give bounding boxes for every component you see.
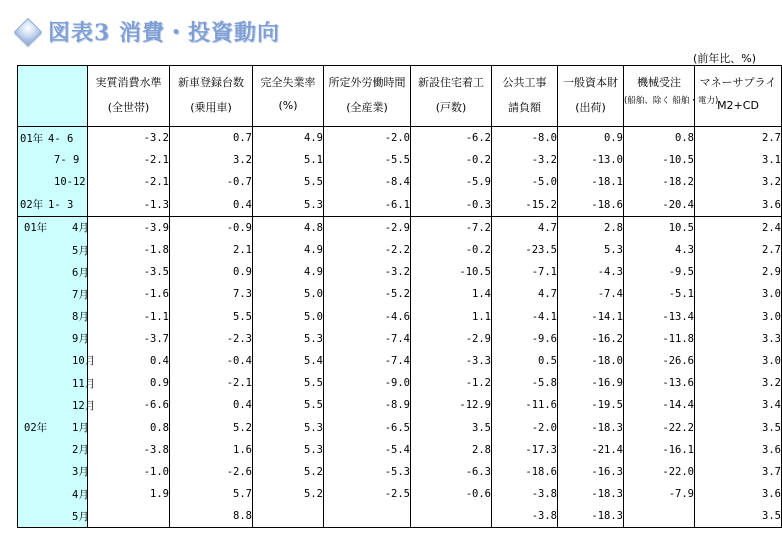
table-cell: -3.3 xyxy=(411,350,492,372)
table-cell: -3.2 xyxy=(88,127,170,150)
table-cell: -1.1 xyxy=(88,306,170,328)
row-label xyxy=(18,127,88,150)
table-cell: -3.2 xyxy=(492,149,558,171)
row-period: 12月 xyxy=(72,399,96,412)
table-cell: -0.7 xyxy=(170,171,253,193)
table-cell: -21.4 xyxy=(558,439,624,461)
table-cell xyxy=(624,505,695,528)
table-cell: -13.0 xyxy=(558,149,624,171)
row-year: 01年 xyxy=(20,132,44,145)
table-cell: -5.5 xyxy=(324,149,411,171)
table-cell: -4.1 xyxy=(492,306,558,328)
column-header-sublabel: (出荷) xyxy=(575,101,606,114)
table-cell xyxy=(411,505,492,528)
table-cell: -8.4 xyxy=(324,171,411,193)
table-cell: -0.2 xyxy=(411,149,492,171)
table-cell: -2.3 xyxy=(170,328,253,350)
table-row xyxy=(18,439,782,461)
table-cell: -0.6 xyxy=(411,483,492,505)
table-row xyxy=(18,149,782,171)
table-cell: -2.6 xyxy=(170,461,253,483)
column-header-sublabel: (全産業) xyxy=(346,101,388,114)
table-cell: 2.8 xyxy=(558,216,624,239)
table-cell: 0.4 xyxy=(88,350,170,372)
table-cell: 4.3 xyxy=(624,239,695,261)
header-corner xyxy=(18,66,88,127)
row-period: 9月 xyxy=(72,333,89,346)
table-row xyxy=(18,127,782,150)
table-cell: 5.5 xyxy=(253,394,324,416)
table-cell: 5.2 xyxy=(253,461,324,483)
table-row xyxy=(18,306,782,328)
table-cell: -5.8 xyxy=(492,372,558,394)
table-cell: -18.0 xyxy=(558,350,624,372)
table-cell: -26.6 xyxy=(624,350,695,372)
row-period: 11月 xyxy=(72,377,96,390)
table-cell: -18.3 xyxy=(558,416,624,438)
table-cell: 3.6 xyxy=(695,483,782,505)
table-cell: 3.7 xyxy=(695,461,782,483)
table-cell: 3.6 xyxy=(695,439,782,461)
table-cell: -3.8 xyxy=(492,505,558,528)
table-cell: 2.4 xyxy=(695,216,782,239)
table-cell: -1.2 xyxy=(411,372,492,394)
table-cell: 0.4 xyxy=(170,394,253,416)
table-cell: 5.3 xyxy=(253,439,324,461)
row-label xyxy=(18,505,88,528)
table-cell: -2.2 xyxy=(324,239,411,261)
table-cell: 3.2 xyxy=(170,149,253,171)
table-cell: 4.9 xyxy=(253,261,324,283)
table-cell: 5.2 xyxy=(253,483,324,505)
table-cell: -18.6 xyxy=(558,194,624,217)
table-cell: -15.2 xyxy=(492,194,558,217)
row-label xyxy=(18,194,88,217)
table-row xyxy=(18,194,782,217)
row-period: 2月 xyxy=(72,444,89,457)
column-header-sublabel: (全世帯) xyxy=(107,101,150,114)
table-cell: -22.0 xyxy=(624,461,695,483)
table-cell: 0.7 xyxy=(170,127,253,150)
column-header-label: 新設住宅着工 xyxy=(418,76,484,89)
row-year: 02年 xyxy=(24,422,48,435)
table-cell: 2.7 xyxy=(695,127,782,150)
row-period: 5月 xyxy=(72,510,89,523)
row-period: 4- 6 xyxy=(48,132,74,145)
row-label xyxy=(18,439,88,461)
table-cell: -1.0 xyxy=(88,461,170,483)
table-cell xyxy=(324,505,411,528)
table-cell: -2.1 xyxy=(170,372,253,394)
table-cell: 0.8 xyxy=(624,127,695,150)
table-cell: -5.2 xyxy=(324,283,411,305)
column-header-label: 実質消費水準 xyxy=(95,76,162,89)
table-cell: 0.9 xyxy=(88,372,170,394)
column-header xyxy=(558,66,624,127)
column-header-label: 機械受注 xyxy=(637,76,681,89)
table-cell: 5.3 xyxy=(253,194,324,217)
table-row xyxy=(18,416,782,438)
table-cell: -13.4 xyxy=(624,306,695,328)
table-cell: -11.6 xyxy=(492,394,558,416)
table-cell: -18.1 xyxy=(558,171,624,193)
row-label xyxy=(18,283,88,305)
row-label xyxy=(18,350,96,372)
column-header-sublabel: M2+CD xyxy=(717,99,759,112)
table-cell: 5.1 xyxy=(253,149,324,171)
table-cell: 5.5 xyxy=(253,372,324,394)
column-header-sublabel: (戸数) xyxy=(435,101,467,114)
row-period: 1- 3 xyxy=(48,199,74,212)
table-cell: -3.8 xyxy=(88,439,170,461)
table-cell: 4.7 xyxy=(492,216,558,239)
table-cell: -7.4 xyxy=(324,350,411,372)
table-cell: -8.9 xyxy=(324,394,411,416)
column-header-label: 完全失業率 xyxy=(260,76,316,89)
row-year: 01年 xyxy=(24,222,48,235)
table-cell: -1.6 xyxy=(88,283,170,305)
table-row xyxy=(18,483,782,505)
table-cell: -5.4 xyxy=(324,439,411,461)
table-cell: -3.2 xyxy=(324,261,411,283)
table-cell: -1.3 xyxy=(88,194,170,217)
table-cell: 5.0 xyxy=(253,283,324,305)
table-row xyxy=(18,350,782,372)
table-cell: 10.5 xyxy=(624,216,695,239)
column-header xyxy=(411,66,492,127)
table-cell: -9.5 xyxy=(624,261,695,283)
table-cell: 2.8 xyxy=(411,439,492,461)
table-cell: -7.2 xyxy=(411,216,492,239)
table-cell: -11.8 xyxy=(624,328,695,350)
table-cell: -14.4 xyxy=(624,394,695,416)
row-period: 4月 xyxy=(72,488,89,501)
table-cell: 5.5 xyxy=(253,171,324,193)
table-cell: 3.5 xyxy=(695,505,782,528)
row-period: 1月 xyxy=(72,422,89,435)
table-cell: 1.1 xyxy=(411,306,492,328)
table-cell: -6.6 xyxy=(88,394,170,416)
table-cell: -22.2 xyxy=(624,416,695,438)
table-cell: -6.5 xyxy=(324,416,411,438)
table-cell: 1.9 xyxy=(88,483,170,505)
table-cell: -9.0 xyxy=(324,372,411,394)
row-label xyxy=(18,372,96,394)
column-header xyxy=(492,66,558,127)
table-cell: -2.9 xyxy=(324,216,411,239)
table-cell: -3.5 xyxy=(88,261,170,283)
table-row xyxy=(18,372,782,394)
table-row xyxy=(18,239,782,261)
table-cell: -16.2 xyxy=(558,328,624,350)
table-cell: 4.9 xyxy=(253,239,324,261)
table-cell: -5.3 xyxy=(324,461,411,483)
table-cell: -2.1 xyxy=(88,149,170,171)
table-cell: -7.4 xyxy=(558,283,624,305)
table-cell: -4.3 xyxy=(558,261,624,283)
table-cell xyxy=(253,505,324,528)
table-cell: 2.1 xyxy=(170,239,253,261)
table-cell: -3.7 xyxy=(88,328,170,350)
table-cell: -2.1 xyxy=(88,171,170,193)
table-cell: -0.2 xyxy=(411,239,492,261)
table-cell: 3.5 xyxy=(411,416,492,438)
row-label xyxy=(18,416,88,438)
table-cell: -2.0 xyxy=(324,127,411,150)
column-header xyxy=(324,66,411,127)
table-cell: -10.5 xyxy=(624,149,695,171)
table-cell: -1.8 xyxy=(88,239,170,261)
table-cell: 4.9 xyxy=(253,127,324,150)
row-label xyxy=(18,461,88,483)
table-cell: -18.3 xyxy=(558,483,624,505)
table-cell: -6.2 xyxy=(411,127,492,150)
table-cell: 3.0 xyxy=(695,306,782,328)
table-cell: -6.3 xyxy=(411,461,492,483)
table-cell: 5.7 xyxy=(170,483,253,505)
table-cell: -0.4 xyxy=(170,350,253,372)
table-cell: -8.0 xyxy=(492,127,558,150)
row-period: 8月 xyxy=(72,311,89,324)
table-row xyxy=(18,171,782,193)
table-cell: -18.2 xyxy=(624,171,695,193)
table-cell: -12.9 xyxy=(411,394,492,416)
column-header xyxy=(88,66,170,127)
table-cell: -18.3 xyxy=(558,505,624,528)
table-cell: -3.9 xyxy=(88,216,170,239)
table-row xyxy=(18,261,782,283)
table-cell: -16.1 xyxy=(624,439,695,461)
data-table xyxy=(17,65,782,528)
row-label xyxy=(18,171,88,193)
table-cell: 0.9 xyxy=(558,127,624,150)
table-cell: -2.9 xyxy=(411,328,492,350)
row-period: 7- 9 xyxy=(54,154,80,167)
table-body xyxy=(18,127,782,528)
table-cell: 7.3 xyxy=(170,283,253,305)
row-label xyxy=(18,328,88,350)
table-cell: 2.9 xyxy=(695,261,782,283)
column-header xyxy=(170,66,253,127)
table-cell: -5.9 xyxy=(411,171,492,193)
row-label xyxy=(18,261,88,283)
row-period: 6月 xyxy=(72,266,89,279)
table-cell: -0.9 xyxy=(170,216,253,239)
table-cell: -7.9 xyxy=(624,483,695,505)
page-title: 図表3 消費・投資動向 xyxy=(48,19,280,46)
column-header-label: 所定外労働時間 xyxy=(328,76,406,89)
table-cell: -17.3 xyxy=(492,439,558,461)
table-cell: 3.6 xyxy=(695,194,782,217)
table-cell: 3.2 xyxy=(695,372,782,394)
row-period: 10月 xyxy=(72,355,96,368)
table-cell: -13.6 xyxy=(624,372,695,394)
table-cell: -6.1 xyxy=(324,194,411,217)
table-cell: -0.3 xyxy=(411,194,492,217)
column-header xyxy=(253,66,324,127)
table-cell: -2.5 xyxy=(324,483,411,505)
table-row xyxy=(18,505,782,528)
column-header-sublabel: (%) xyxy=(278,99,298,112)
table-cell: 5.3 xyxy=(253,328,324,350)
table-cell: 8.8 xyxy=(170,505,253,528)
table-cell: 5.0 xyxy=(253,306,324,328)
table-cell: 3.0 xyxy=(695,283,782,305)
table-cell: -19.5 xyxy=(558,394,624,416)
column-header-sublabel: (乗用車) xyxy=(190,101,232,114)
table-row xyxy=(18,216,782,239)
table-cell: -16.9 xyxy=(558,372,624,394)
row-period: 10-12 xyxy=(54,176,86,189)
table-cell: 5.5 xyxy=(170,306,253,328)
table-cell: -5.0 xyxy=(492,171,558,193)
table-cell: 2.7 xyxy=(695,239,782,261)
row-period: 7月 xyxy=(72,288,89,301)
row-label xyxy=(18,149,88,171)
table-cell: 1.6 xyxy=(170,439,253,461)
row-label xyxy=(18,306,88,328)
table-cell: -7.1 xyxy=(492,261,558,283)
row-label xyxy=(18,394,96,416)
table-cell: -14.1 xyxy=(558,306,624,328)
diamond-bullet-icon xyxy=(14,18,40,44)
table-cell: 3.2 xyxy=(695,171,782,193)
column-header-sublabel: 請負額 xyxy=(508,101,541,114)
row-label xyxy=(18,216,88,239)
row-label xyxy=(18,483,88,505)
table-cell: -23.5 xyxy=(492,239,558,261)
column-header xyxy=(624,66,719,127)
table-cell: 0.4 xyxy=(170,194,253,217)
row-period: 4月 xyxy=(72,222,89,235)
table-cell: -7.4 xyxy=(324,328,411,350)
column-header-label: 一般資本財 xyxy=(563,76,618,89)
table-cell xyxy=(88,505,170,528)
table-cell: 3.5 xyxy=(695,416,782,438)
table-cell: -5.1 xyxy=(624,283,695,305)
column-header-sublabel: (船舶、除く 船舶・電力) xyxy=(624,96,719,106)
column-header-label: 新車登録台数 xyxy=(178,76,244,89)
table-row xyxy=(18,328,782,350)
table-cell: 1.4 xyxy=(411,283,492,305)
table-cell: 3.3 xyxy=(695,328,782,350)
table-cell: 4.8 xyxy=(253,216,324,239)
row-period: 3月 xyxy=(72,466,89,479)
table-cell: -10.5 xyxy=(411,261,492,283)
table-row xyxy=(18,283,782,305)
table-cell: -16.3 xyxy=(558,461,624,483)
table-cell: 3.4 xyxy=(695,394,782,416)
table-row xyxy=(18,461,782,483)
table-row xyxy=(18,394,782,416)
title-block xyxy=(14,14,280,48)
table-cell: 0.8 xyxy=(88,416,170,438)
table-cell: -3.8 xyxy=(492,483,558,505)
column-header-label: 公共工事 xyxy=(502,76,547,89)
table-cell: -2.0 xyxy=(492,416,558,438)
header-row xyxy=(18,66,782,127)
table-cell: 3.1 xyxy=(695,149,782,171)
table-cell: -9.6 xyxy=(492,328,558,350)
table-cell: 5.3 xyxy=(558,239,624,261)
row-label xyxy=(18,239,88,261)
table-cell: -18.6 xyxy=(492,461,558,483)
table-cell: 0.9 xyxy=(170,261,253,283)
table-cell: -20.4 xyxy=(624,194,695,217)
table-cell: 5.3 xyxy=(253,416,324,438)
row-year: 02年 xyxy=(20,199,44,212)
unit-note: (前年比、%) xyxy=(692,52,756,65)
table-cell: 3.0 xyxy=(695,350,782,372)
table-cell: 5.4 xyxy=(253,350,324,372)
table-cell: 0.5 xyxy=(492,350,558,372)
row-period: 5月 xyxy=(72,244,89,257)
table-cell: -4.6 xyxy=(324,306,411,328)
table-cell: 5.2 xyxy=(170,416,253,438)
table-cell: 4.7 xyxy=(492,283,558,305)
column-header-label: マネーサプライ xyxy=(699,76,777,89)
